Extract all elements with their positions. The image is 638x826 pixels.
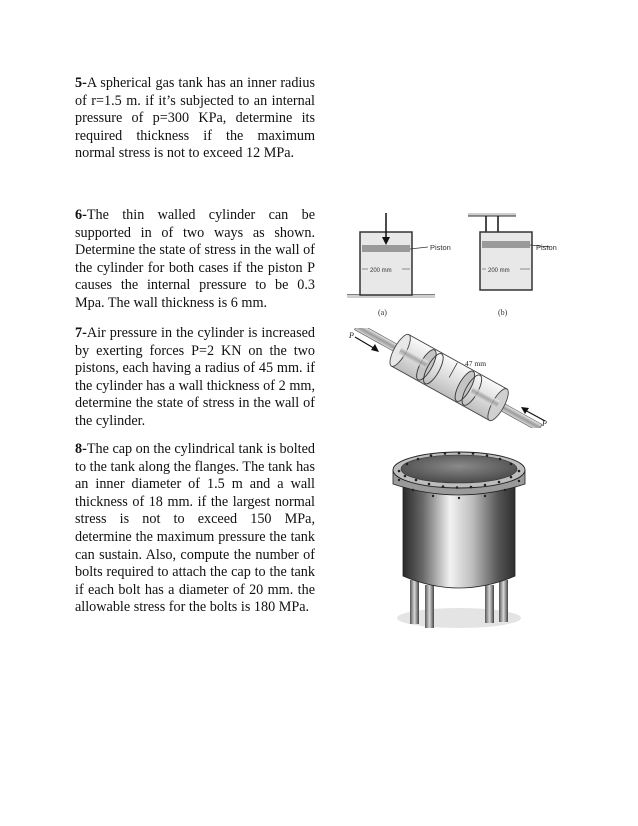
tank-leg (425, 585, 434, 628)
dimension-label: 200 mm (488, 268, 510, 274)
problem-text: A spherical gas tank has an inner radius of r=1.5 m. if it’s subjected to an internal pressure of p=300 KPa, determine its required thickness if the maximum normal stress is not to exceed 12 MPa. (75, 75, 315, 162)
force-label-p: P (349, 331, 354, 340)
problem-number: 5- (75, 75, 87, 91)
problem-7 (75, 325, 315, 431)
tank-leg (410, 580, 419, 624)
problem-8 (75, 441, 315, 617)
piston-label: Piston (536, 243, 557, 252)
problem-5 (75, 75, 315, 163)
figure-cylinder-pistons (345, 328, 555, 428)
figure-cylinders-supports (340, 205, 570, 320)
figure-caption: (b) (498, 308, 508, 317)
problem-text: The cap on the cylindrical tank is bolted to the tank along the flanges. The tank has an inner diameter of 1.5 m and a wall thickness of 18 mm. if the largest normal stress is not to exceed 150 MPa, determine the maximum pressure the tank can sustain. Also, compute the number of bolts required to attach the cap to the tank if each bolt has a diameter of 20 mm. the allowable stress for the bolts is 180 MPa. (75, 441, 315, 616)
tank-leg (499, 580, 508, 622)
problem-6 (75, 207, 315, 313)
force-label-p: P (542, 419, 547, 428)
dimension-label: 47 mm (465, 359, 487, 368)
problem-text: The thin walled cylinder can be supported in of two ways as shown. Determine the state of stress in the wall of the cylinder for both cases if the piston P causes the internal pressure to be 0.3 Mpa. The wall thickness is 6 mm. (75, 207, 315, 311)
piston-label: Piston (430, 243, 451, 252)
problem-number: 7- (75, 325, 87, 341)
cylinder-body (391, 335, 506, 421)
figure-caption: (a) (378, 308, 387, 317)
tank-leg (485, 585, 494, 623)
cylinder-a (347, 213, 435, 298)
dimension-label: 200 mm (370, 268, 392, 274)
problem-number: 6- (75, 207, 87, 223)
problem-number: 8- (75, 441, 87, 457)
figure-bolted-tank (385, 440, 533, 632)
problem-text: Air pressure in the cylinder is increased by exerting forces P=2 KN on the two pistons, each having a radius of 45 mm. if the cylinder has a wall thickness of 2 mm, determine the state of stress in the wall of the cylinder. (75, 325, 315, 429)
